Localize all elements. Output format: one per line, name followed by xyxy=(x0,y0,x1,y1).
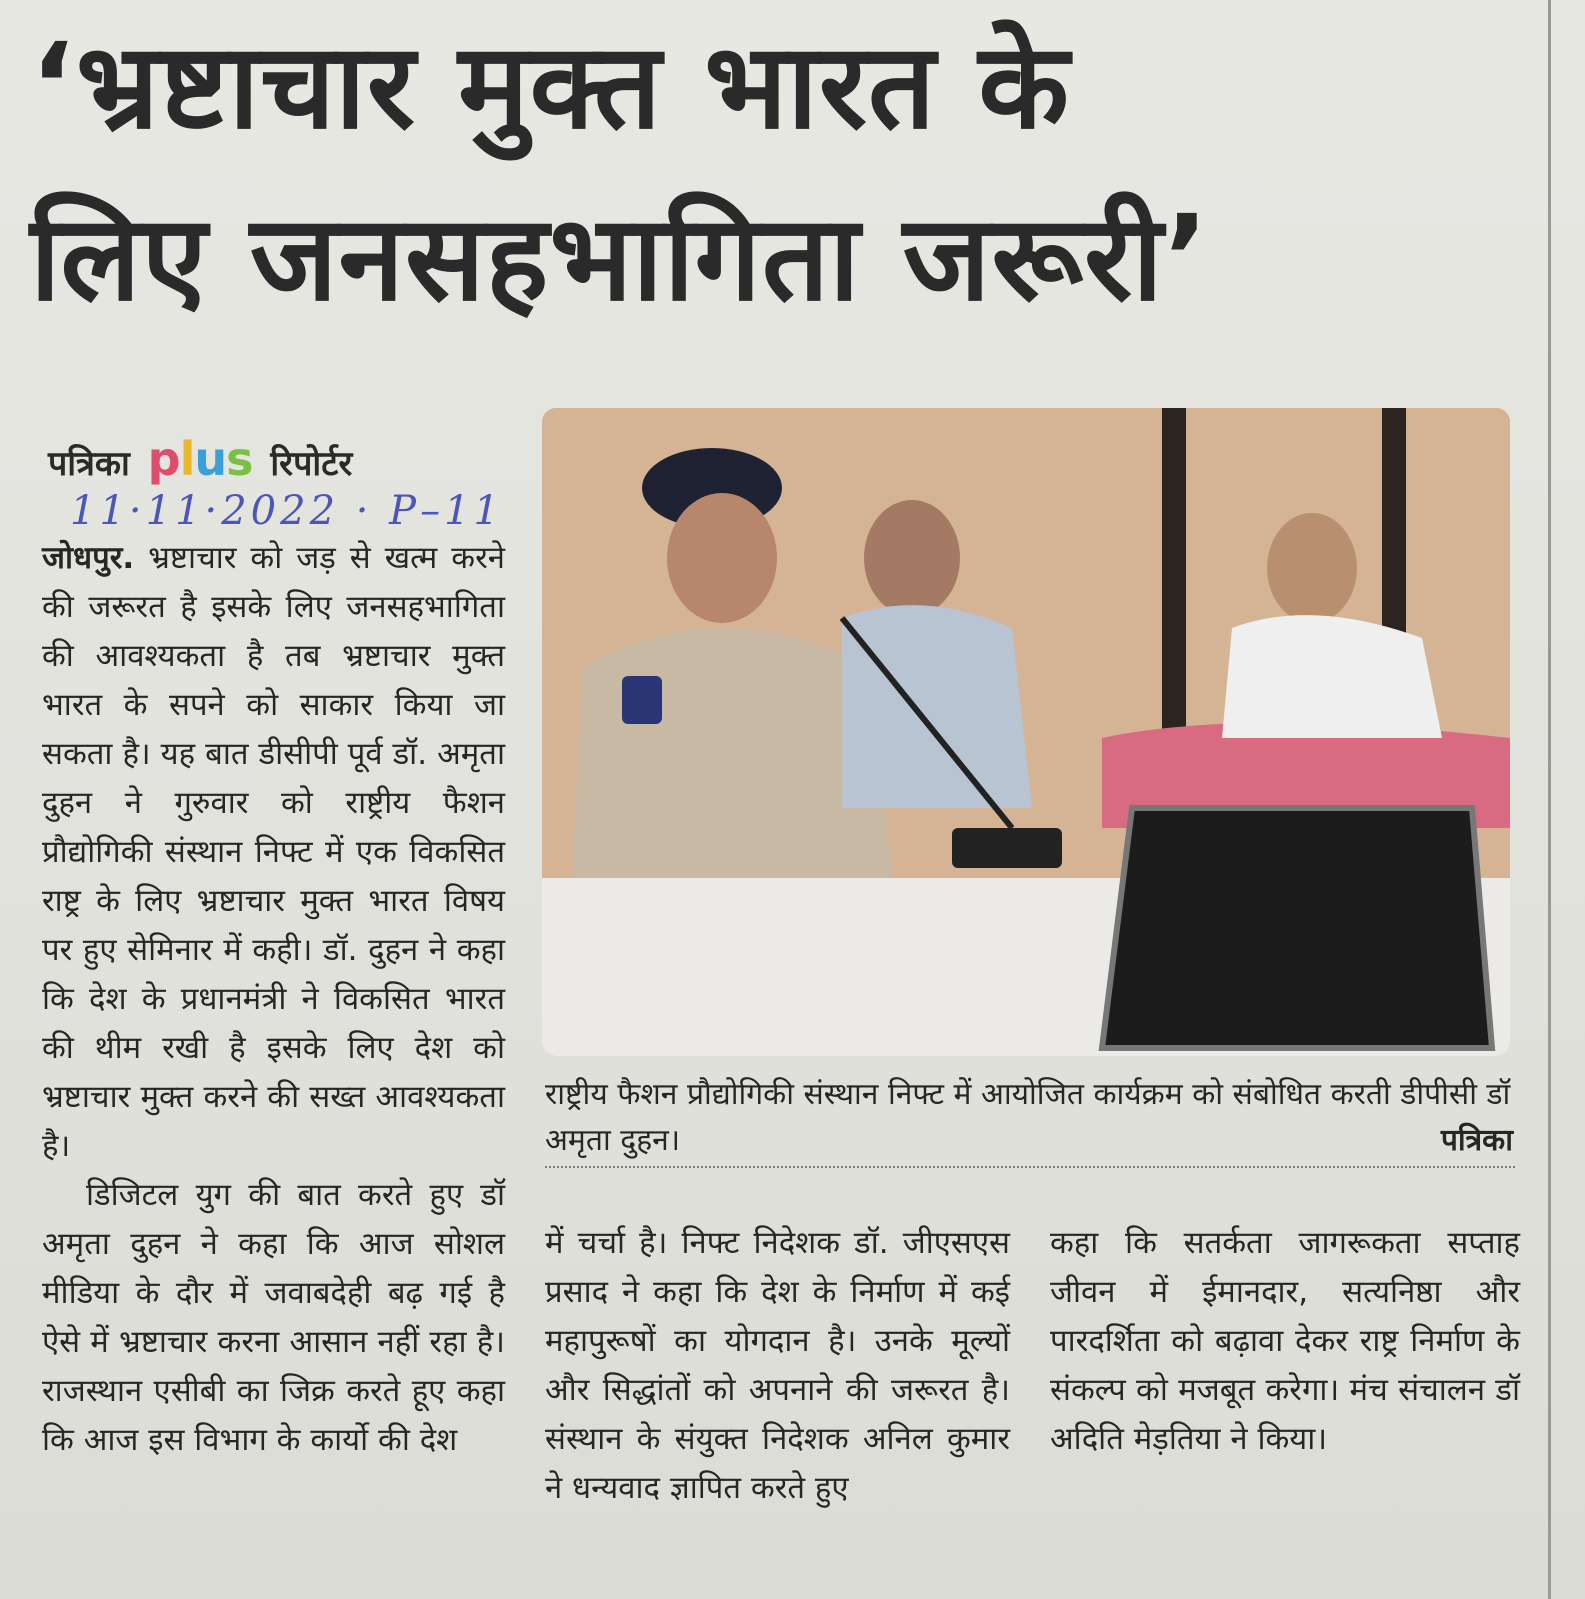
headline-line-1: ‘भ्रष्टाचार मुक्त भारत के xyxy=(30,17,1070,155)
laptop-screen xyxy=(1102,808,1492,1048)
caption-divider xyxy=(545,1166,1515,1168)
plus-letter-s: s xyxy=(226,432,253,486)
headline-line-2: लिए जनसहभागिता जरूरी’ xyxy=(30,189,1210,327)
man-shirt-center xyxy=(842,605,1032,808)
plus-letter-u: u xyxy=(194,432,227,486)
article-column-2 xyxy=(545,1219,1010,1513)
officer-face xyxy=(667,493,777,623)
man-head-right xyxy=(1267,513,1357,623)
byline-prefix: पत्रिका xyxy=(48,444,130,484)
article-paragraph-2: डिजिटल युग की बात करते हुए डॉ अमृता दुहन ने कहा कि आज सोशल मीडिया के दौर में जवाबदेही बढ़ गई है ऐसे में भ्रष्टाचार करना आसान नहीं रहा है। राजस्थान एसीबी का जिक्र करते हूए कहा कि आज इस विभाग के कार्यो की देश xyxy=(42,1177,505,1458)
article-paragraph-3: में चर्चा है। निफ्ट निदेशक डॉ. जीएसएस प्रसाद ने कहा कि देश के निर्माण में कई महापुरूषों का योगदान है। उनके मूल्यों और सिद्धांतों को अपनाने की जरूरत है। संस्थान के संयुक्त निदेशक अनिल कुमार ने धन्यवाद ज्ञापित करते हुए xyxy=(545,1225,1010,1506)
plus-letter-l: l xyxy=(179,432,195,486)
byline-suffix: रिपोर्टर xyxy=(270,444,353,484)
page-edge xyxy=(1548,0,1551,1599)
byline xyxy=(48,432,352,486)
caption-text: राष्ट्रीय फैशन प्रौद्योगिकी संस्थान निफ्ट में आयोजित कार्यक्रम को संबोधित करती डीपीसी डॉ अमृता दुहन। xyxy=(545,1077,1511,1158)
headline xyxy=(30,0,1550,344)
plus-logo xyxy=(148,432,253,486)
man-shirt-right xyxy=(1222,615,1442,738)
handwritten-date-note: 11·11·2022 · P–11 xyxy=(70,488,503,534)
dateline: जोधपुर. xyxy=(42,540,135,576)
article-paragraph-4: कहा कि सतर्कता जागरूकता सप्ताह जीवन में ईमानदार, सत्यनिष्ठा और पारदर्शिता को बढ़ावा देकर राष्ट्र निर्माण के संकल्प को मजबूत करेगा। मंच संचालन डॉ अदिति मेड़तिया ने किया। xyxy=(1050,1225,1520,1457)
article-column-1 xyxy=(42,534,505,1465)
plus-letter-p: p xyxy=(147,432,180,486)
microphone-base xyxy=(952,828,1062,868)
man-head-center xyxy=(864,500,960,616)
article-column-3 xyxy=(1050,1219,1520,1464)
photo-credit: पत्रिका xyxy=(1440,1123,1513,1158)
uniform-badge xyxy=(622,676,662,724)
article-paragraph-1 xyxy=(42,534,505,1171)
paragraph-1-text: भ्रष्टाचार को जड़ से खत्म करने की जरूरत है इसके लिए जनसहभागिता की आवश्यकता है तब भ्रष्टाचार मुक्त भारत के सपने को साकार किया जा सकता है। यह बात डीसीपी पूर्व डॉ. अमृता दुहन ने गुरुवार को राष्ट्रीय फैशन प्रौद्योगिकी संस्थान निफ्ट में एक विकसित राष्ट्र के लिए भ्रष्टाचार मुक्त भारत विषय पर हुए सेमिनार में कही। डॉ. दुहन ने कहा कि देश के प्रधानमंत्री ने विकसित भारत की थीम रखी है इसके लिए देश को भ्रष्टाचार मुक्त करने की सख्त आवश्यकता है। xyxy=(42,540,505,1164)
photo-caption xyxy=(545,1072,1513,1164)
event-photo xyxy=(542,408,1510,1056)
event-photo-illustration xyxy=(542,408,1510,1056)
